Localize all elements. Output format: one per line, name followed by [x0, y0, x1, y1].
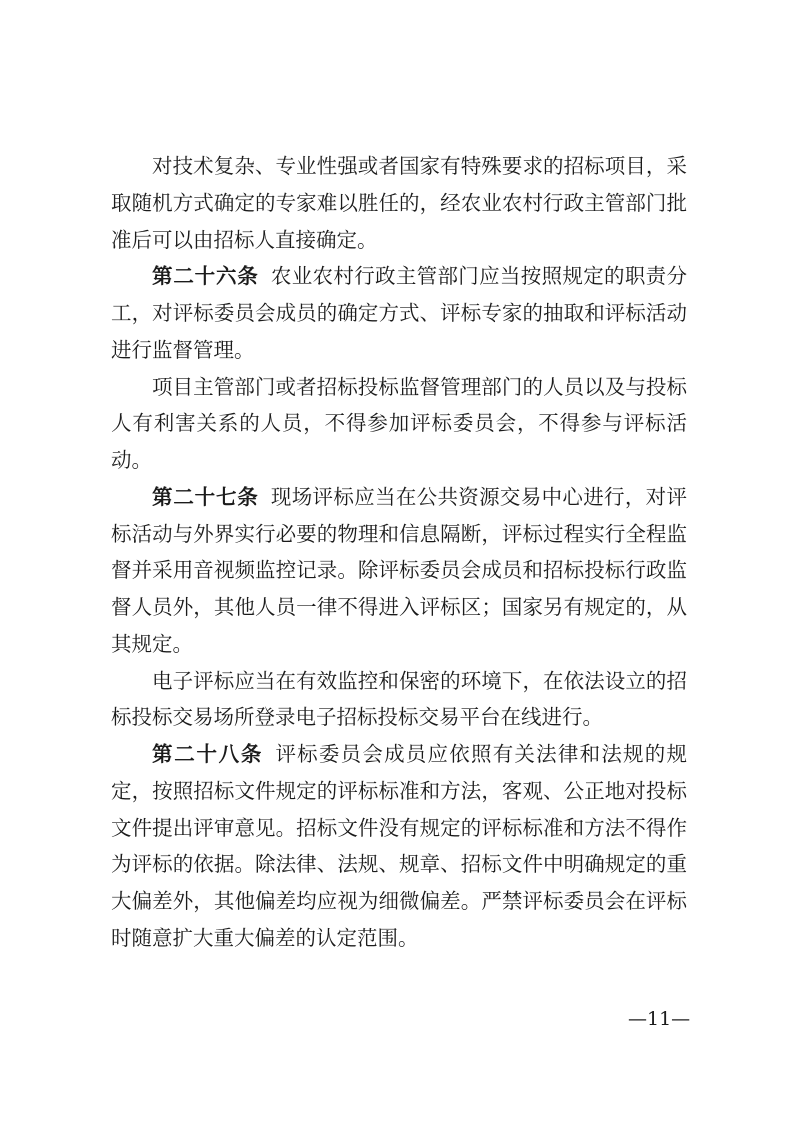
article-28 [111, 736, 687, 957]
paragraph-text: 农业农村行政主管部门应当按照规定的职责分工，对评标委员会成员的确定方式、评标专家的抽取和评标活动进行监督管理。 [111, 264, 688, 362]
article-26 [111, 258, 687, 368]
paragraph-text: 现场评标应当在公共资源交易中心进行，对评标活动与外界实行必要的物理和信息隔断，评标过程实行全程监督并采用音视频监控记录。除评标委员会成员和招标投标行政监督人员外，其他人员一律不得进入评标区；国家另有规定的，从其规定。 [111, 484, 688, 656]
paragraph-text: 评标委员会成员应依照有关法律和法规的规定，按照招标文件规定的评标标准和方法，客观、公正地对投标文件提出评审意见。招标文件没有规定的评标标准和方法不得作为评标的依据。除法律、法规、规章、招标文件中明确规定的重大偏差外，其他偏差均应视为细微偏差。严禁评标委员会在评标时随意扩大重大偏差的认定范围。 [111, 742, 688, 950]
paragraph-electronic-evaluation [111, 663, 687, 737]
paragraph-text: 对技术复杂、专业性强或者国家有特殊要求的招标项目，采取随机方式确定的专家难以胜任的，经农业农村行政主管部门批准后可以由招标人直接确定。 [111, 154, 687, 252]
paragraph-text: 项目主管部门或者招标投标监督管理部门的人员以及与投标人有利害关系的人员，不得参加评标委员会，不得参与评标活动。 [111, 374, 687, 472]
document-body [111, 148, 687, 957]
page-number: —11— [628, 1008, 691, 1030]
article-title: 第二十六条 [152, 264, 259, 289]
article-title: 第二十七条 [152, 484, 259, 509]
paragraph-text: 电子评标应当在有效监控和保密的环境下，在依法设立的招标投标交易场所登录电子招标投标交易平台在线进行。 [111, 668, 687, 730]
paragraph-conflict-of-interest [111, 369, 687, 479]
paragraph-expert-selection [111, 148, 687, 258]
article-27 [111, 479, 687, 663]
article-title: 第二十八条 [152, 742, 264, 766]
